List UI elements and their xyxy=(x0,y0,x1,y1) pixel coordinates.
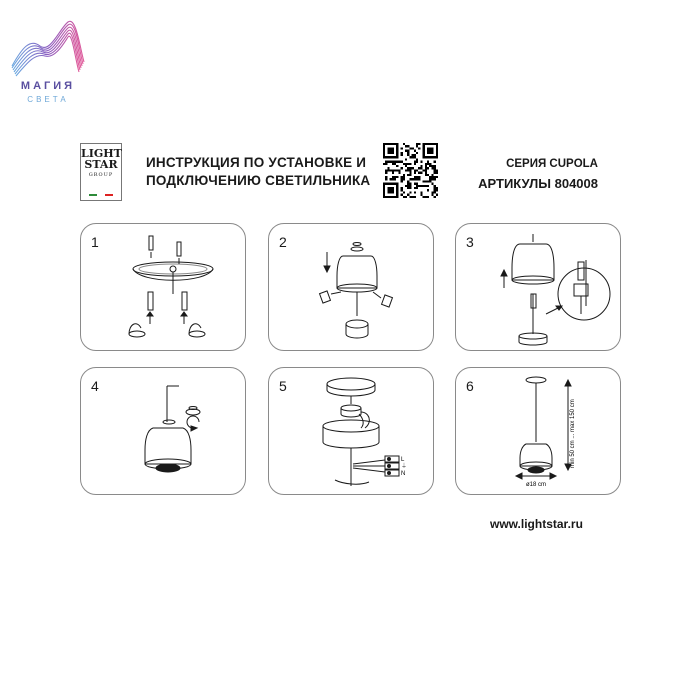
step-panel-4 xyxy=(80,367,246,495)
document-title xyxy=(146,154,370,190)
logo-line-1: LIGHT xyxy=(81,147,122,160)
shade-assembly-illustration xyxy=(269,224,435,352)
dimensions-illustration xyxy=(456,368,622,496)
step-panel-3 xyxy=(455,223,621,351)
bulb-install-illustration xyxy=(456,224,622,352)
brand-wave-icon xyxy=(10,18,86,78)
logo-line-3: GROUP xyxy=(88,172,114,178)
articles-label: АРТИКУЛЫ 804008 xyxy=(478,176,598,191)
website-link[interactable]: www.lightstar.ru xyxy=(490,517,583,531)
step-panel-2 xyxy=(268,223,434,351)
title-line-1: ИНСТРУКЦИЯ ПО УСТАНОВКЕ И xyxy=(146,155,367,170)
lightstar-logo xyxy=(80,143,122,201)
wiring-illustration xyxy=(269,368,435,496)
flag-stripe xyxy=(89,194,113,196)
ceiling-mount-illustration xyxy=(81,224,247,352)
brand-name: МАГИЯ xyxy=(20,80,76,92)
step-number: 4 xyxy=(91,378,99,394)
step-panel-1 xyxy=(80,223,246,351)
step-panel-5 xyxy=(268,367,434,495)
step-number: 1 xyxy=(91,234,99,250)
qr-code[interactable] xyxy=(383,143,438,198)
height-dimension-label: min 50 cm ... max 150 cm xyxy=(570,399,576,468)
wire-label-l: L xyxy=(401,457,405,463)
hanging-step-illustration xyxy=(81,368,247,496)
step-number: 6 xyxy=(466,378,474,394)
series-label: СЕРИЯ CUPOLA xyxy=(506,158,598,170)
title-line-2: ПОДКЛЮЧЕНИЮ СВЕТИЛЬНИКА xyxy=(146,173,371,188)
step-panel-6 xyxy=(455,367,621,495)
diameter-dimension-label: ø18 cm xyxy=(526,482,547,488)
step-number: 3 xyxy=(466,234,474,250)
step-number: 5 xyxy=(279,378,287,394)
product-info xyxy=(478,154,598,194)
brand-tagline: СВЕТА xyxy=(27,95,69,104)
logo-line-2: STAR xyxy=(84,158,118,171)
wire-label-n: N xyxy=(401,471,406,477)
wire-label-ground: ⏚ xyxy=(401,464,408,470)
step-number: 2 xyxy=(279,234,287,250)
brand-logo xyxy=(6,18,90,104)
